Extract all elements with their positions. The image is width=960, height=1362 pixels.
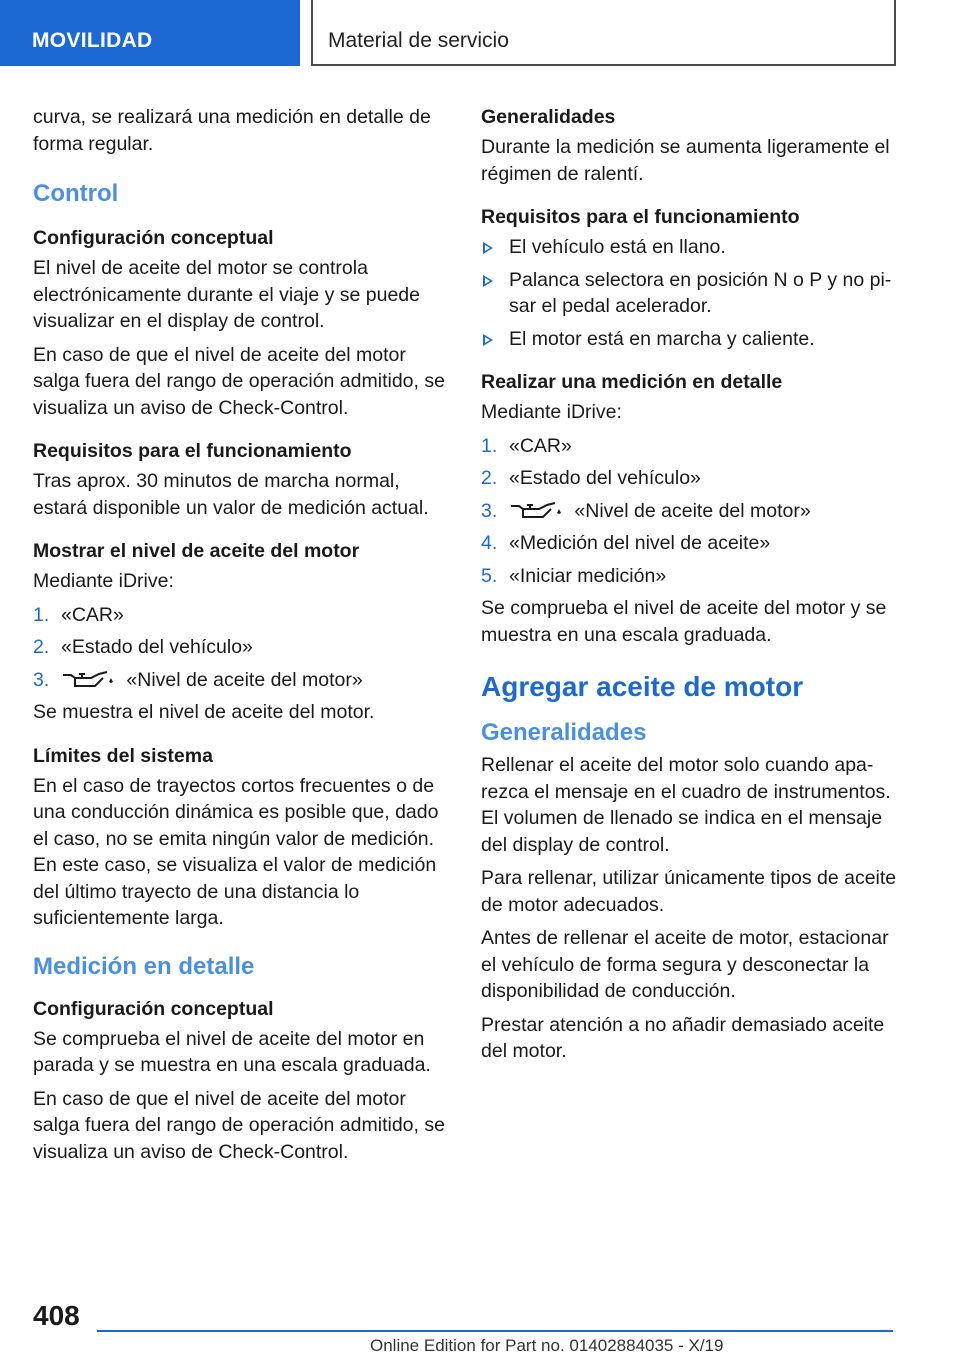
show-level-heading: Mostrar el nivel de aceite del motor [33,540,360,562]
list-item [481,326,901,353]
list-item [33,667,453,694]
list-item [481,530,901,557]
limits-heading: Límites del sistema [33,744,213,767]
detail-paragraph-2: En caso de que el nivel de aceite del motor salga fuera del rango de operación admitido, se visualiza un aviso de Check-Control. [33,1087,445,1163]
page-number: 408 [33,1300,80,1331]
measure-steps [481,433,901,590]
concept-paragraph-2: En caso de que el nivel de aceite del motor salga fuera del rango de operación admitido, se visualiza un aviso de Check-Control. [33,343,445,419]
requirement-text: El vehículo está en llano. [509,236,726,258]
show-level-steps [33,602,453,694]
show-level-intro: Mediante iDrive: [33,570,174,592]
step-number: 4. [481,532,498,554]
concept-heading: Configuración conceptual [33,227,274,249]
list-item [481,433,901,460]
step-number: 3. [33,668,50,691]
show-level-result: Se muestra el nivel de aceite del motor. [33,701,375,723]
requirements-paragraph: Tras aprox. 30 minutos de marcha normal, estará disponible un valor de medición actual. [33,470,429,519]
step-text: «Nivel de aceite del motor» [574,499,811,522]
measure-result: Se comprueba el nivel de aceite del motor y se muestra en una escala graduada. [481,597,887,646]
limits-paragraph: En el caso de trayectos cortos frecuentes o de una conducción dinámica es posible que, dado el caso, no se emita ningún valor de medición. En este caso, se visualiza el valor de medición del último trayecto de una distancia lo suficientemente larga. [33,774,439,929]
step-number: 2. [33,636,50,658]
requirement-text: El motor está en marcha y caliente. [509,327,815,350]
add-paragraph-3: Antes de rellenar el aceite de motor, estacionar el vehículo de forma segura y desconectar la disponibilidad de conducción. [481,927,889,1002]
add-paragraph-4: Prestar atención a no añadir demasiado aceite del motor. [481,1013,885,1062]
add-paragraph-1: Rellenar el aceite del motor solo cuando aparezca el mensaje en el cuadro de instrumentos. El volumen de llenado se indica en el mensaje del display de control. [481,754,891,856]
step-number: 1. [33,603,50,626]
general-heading: Generalidades [481,106,616,128]
add-general-heading: Generalidades [481,719,647,746]
measure-intro: Mediante iDrive: [481,401,622,423]
list-item [481,465,901,492]
list-item [33,634,453,661]
step-number: 1. [481,434,498,457]
list-item [481,234,901,261]
oil-can-icon [509,500,563,520]
control-heading: Control [33,180,119,207]
requirement-text: Palanca selectora en posición N o P y no pisar el pedal acelerador. [509,268,892,317]
step-text: «CAR» [61,603,124,626]
section-tab: MOVILIDAD [0,0,300,66]
step-text: «Estado del vehículo» [61,636,253,658]
step-number: 2. [481,467,498,489]
right-column [481,104,901,1072]
step-text: «Estado del vehículo» [509,467,701,489]
triangle-bullet-icon [483,334,493,346]
general-paragraph: Durante la medición se aumenta ligeramente el régimen de ralentí. [481,136,890,185]
triangle-bullet-icon [483,275,493,287]
left-column [33,104,453,1172]
detail-concept-heading: Configuración conceptual [33,997,274,1020]
list-item [33,602,453,629]
step-number: 3. [481,499,498,522]
concept-paragraph-1: El nivel de aceite del motor se controla electrónicamente durante el viaje y se puede visualizar en el display de control. [33,257,420,332]
oil-can-icon [61,669,115,689]
step-text: «CAR» [509,434,572,457]
add-oil-heading: Agregar aceite de motor [481,671,804,702]
footer-divider [97,1330,893,1332]
measure-heading: Realizar una medición en detalle [481,371,783,393]
requirements-heading: Requisitos para el funcionamiento [33,440,352,462]
edition-note: Online Edition for Part no. 01402884035 - X/19 [370,1336,724,1355]
list-item [481,498,901,525]
detail-measurement-heading: Medición en detalle [33,952,255,980]
step-text: «Iniciar medición» [509,564,667,587]
step-number: 5. [481,564,498,587]
add-paragraph-2: Para rellenar, utilizar únicamente tipos de aceite de motor adecuados. [481,867,897,916]
step-text: «Nivel de aceite del motor» [126,668,363,691]
list-item [481,267,901,320]
step-text: «Medición del nivel de aceite» [509,532,771,554]
requirements-list [481,234,901,352]
list-item [481,563,901,590]
requirements-heading-right: Requisitos para el funcionamiento [481,206,800,228]
page-header [0,0,960,66]
detail-paragraph-1: Se comprueba el nivel de aceite del motor en parada y se muestra en una escala graduada. [33,1027,431,1076]
triangle-bullet-icon [483,242,493,254]
intro-paragraph: curva, se realizará una medición en detalle de forma regular. [33,106,431,155]
chapter-title: Material de servicio [311,0,896,66]
